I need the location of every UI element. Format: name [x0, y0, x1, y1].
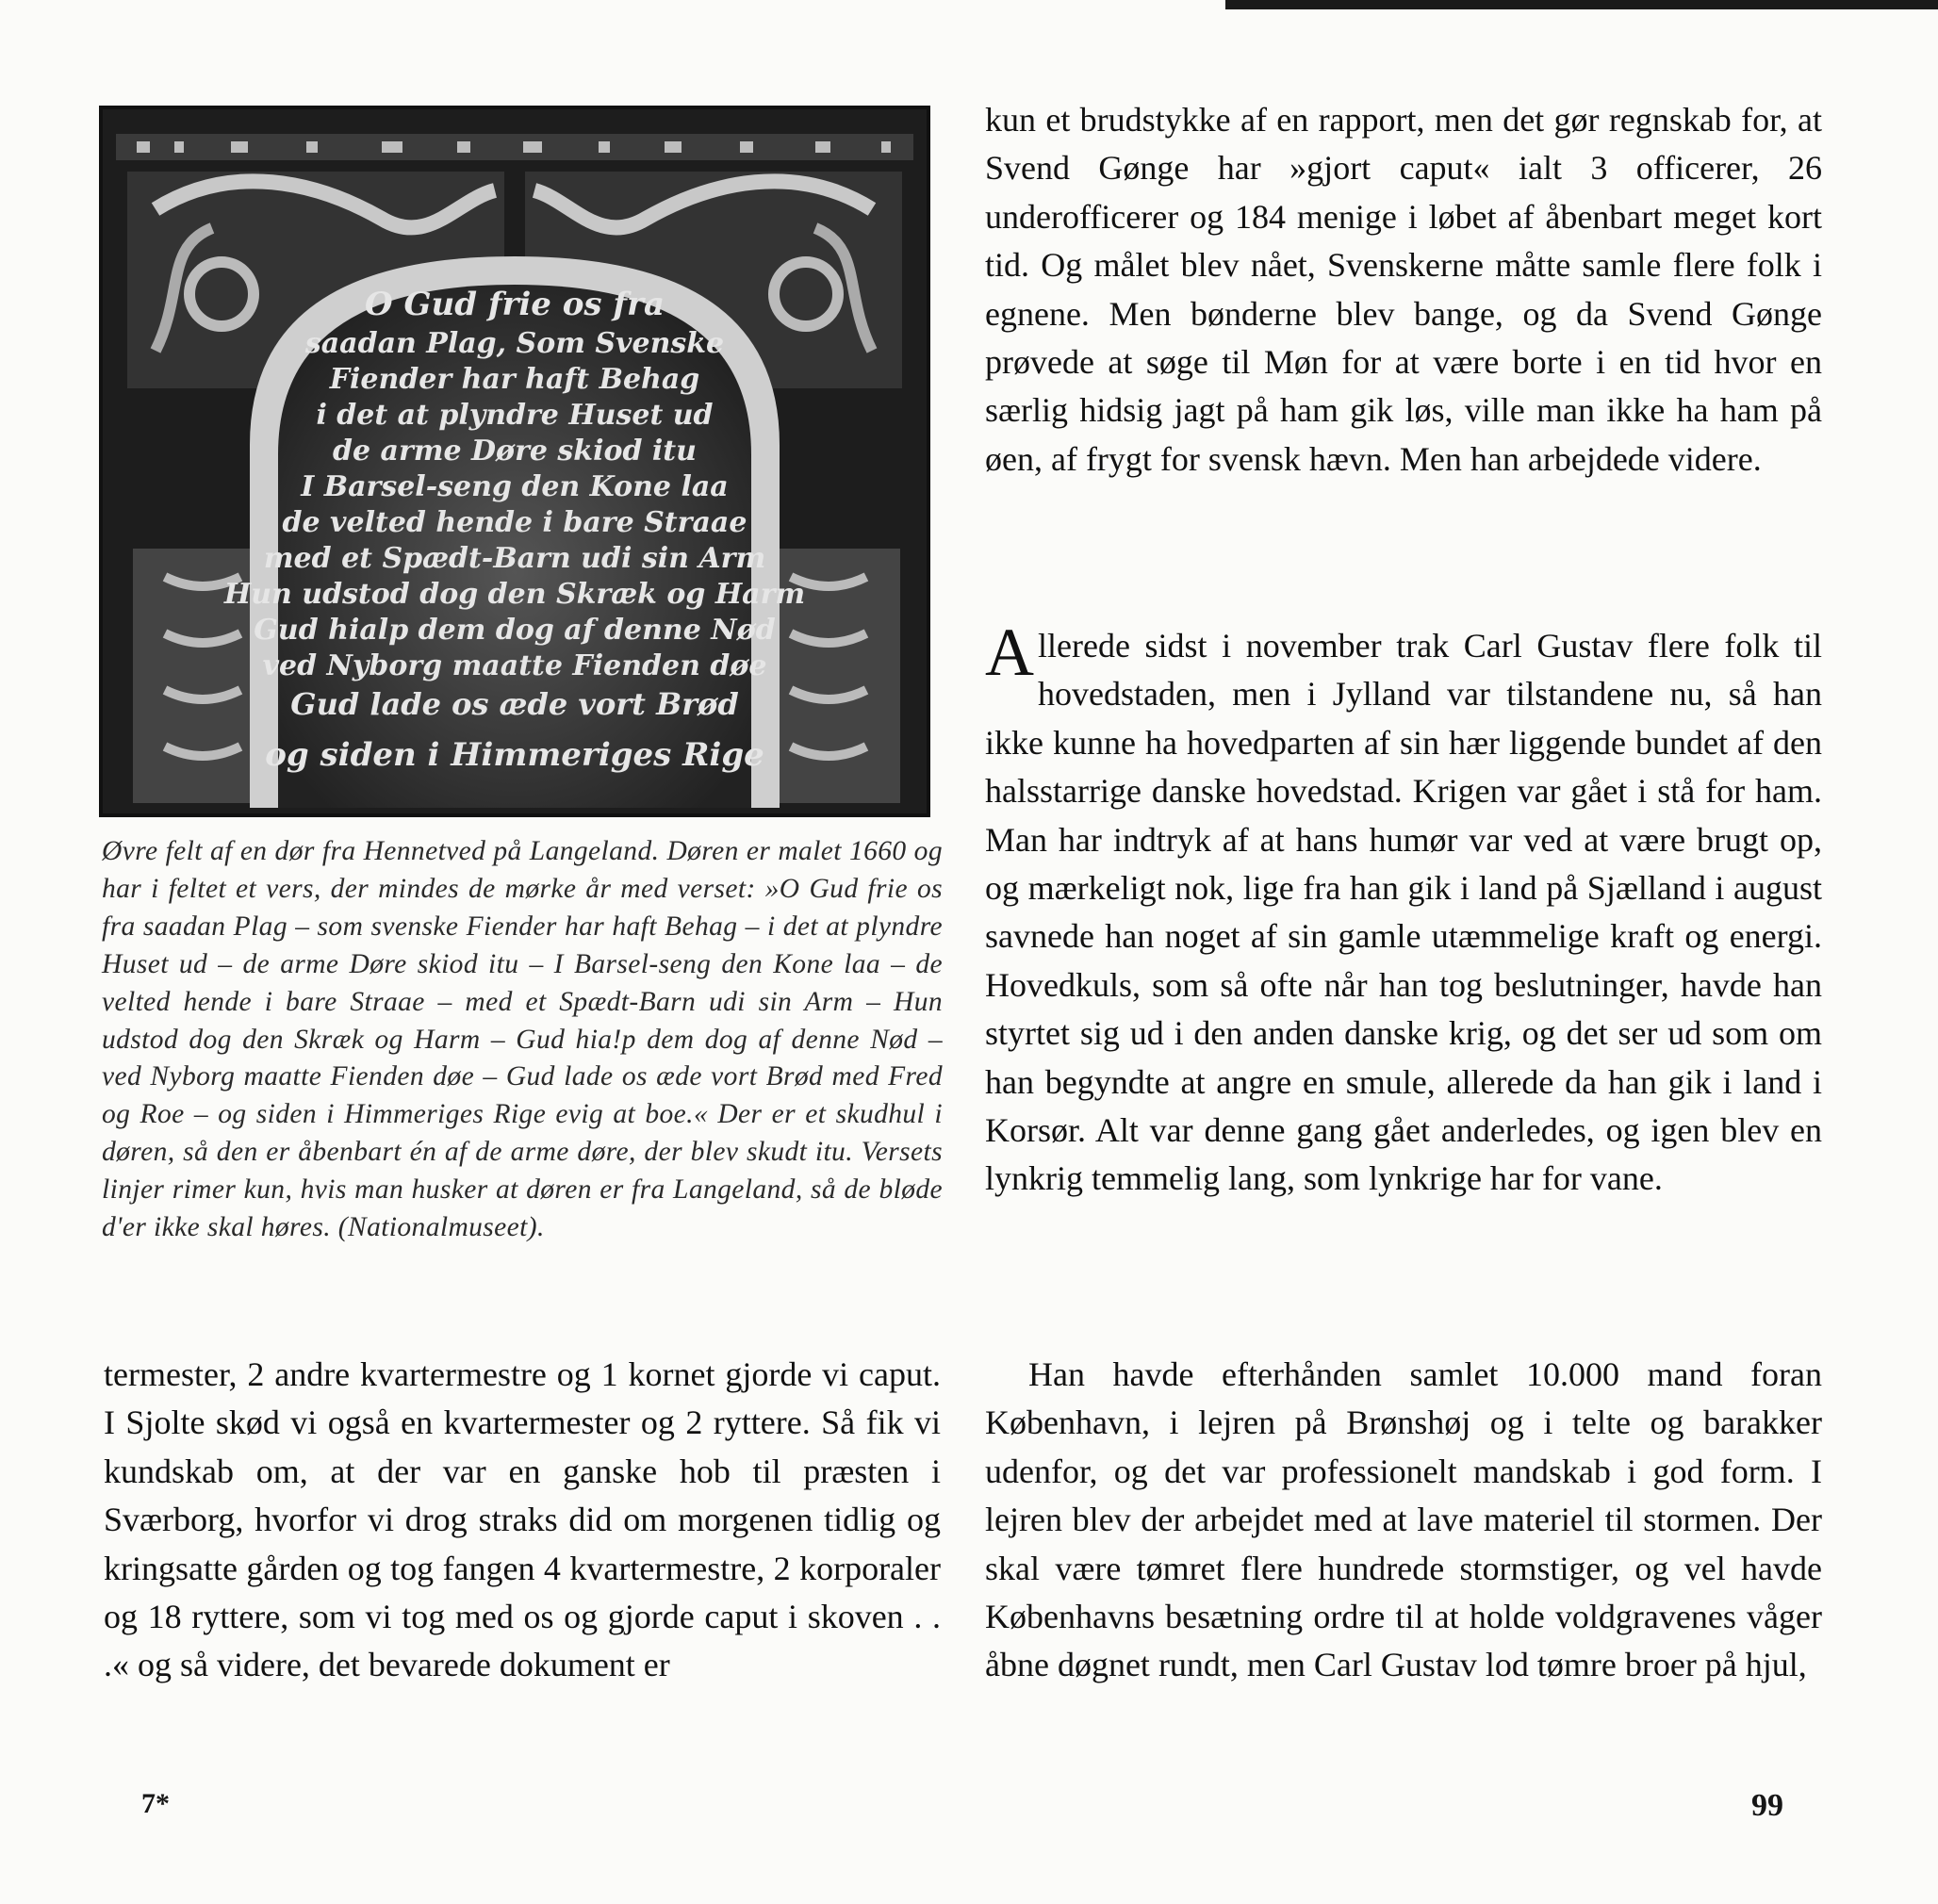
drop-cap: A	[985, 615, 1034, 690]
page-number: 99	[1751, 1788, 1783, 1823]
svg-text:saadan Plag, Som Svenske: saadan Plag, Som Svenske	[304, 327, 725, 360]
svg-text:Gud lade os æde vort Brød: Gud lade os æde vort Brød	[290, 686, 739, 722]
svg-text:Hun udstod dog den Skræk og Ha: Hun udstod dog den Skræk og Harm	[223, 578, 806, 611]
svg-text:ved Nyborg maatte Fienden døe: ved Nyborg maatte Fienden døe	[262, 649, 767, 682]
paragraph-text: Han havde efterhånden samlet 10.000 mand foran København, i lejren på Brønshøj og i telte og barakker udenfor, og det var professionelt mandskab i god form. I lejren blev der arbejdet med at lave materiel til stormen. Der skal være tømret flere hundrede stormstiger, og vel havde Københavns besætning ordre til at holde voldgravenes våger åbne døgnet rundt, men Carl Gustav lod tømre broer på hjul,	[985, 1355, 1822, 1684]
svg-text:og siden i Himmeriges Rige: og siden i Himmeriges Rige	[265, 736, 764, 774]
paragraph-text: llerede sidst i november trak Carl Gustav flere folk til hovedstaden, men i Jylland var tilstandene nu, så han ikke kunne ha hovedparten af sin hær liggende bundet af den halsstarrige danske hovedstad. Krigen var gået i stå for ham. Man har indtryk af at hans humør var ved at være brugt op, og mærkeligt nok, lige fra han gik i land på Sjælland i august savnede han noget af sin gamle utæmmelige kraft og energi. Hovedkuls, som så ofte når han tog beslutninger, havde han styrtet sig ud i den anden danske krig, og det ser ud som om han begyndte at angre en smule, allerede da han gik i land i Korsør. Alt var denne gang gået anderledes, og igen blev en lynkrig temmelig lang, som lynkrige har for vane.	[985, 627, 1822, 1198]
carved-door-panel-photo	[99, 106, 930, 817]
svg-text:de arme Døre skiod itu: de arme Døre skiod itu	[333, 435, 697, 468]
svg-text:Fiender har haft Behag: Fiender har haft Behag	[329, 363, 700, 396]
paragraph-text: kun et brudstykke af en rapport, men det gør regnskab for, at Svend Gønge har »gjort caput« ialt 3 officerer, 26 underofficerer og 184 menige i løbet af åbenbart meget kort tid. Og målet blev nået, Svenskerne måtte samle flere folk i egnene. Men bønderne blev bange, og da Svend Gønge prøvede at søge til Møn for at være borte i en tid hvor en særlig hidsig jagt på ham gik løs, ville man ikke ha ham på øen, af frygt for svensk hævn. Men han arbejdede videre.	[985, 101, 1822, 478]
svg-text:de velted hende i bare Straae: de velted hende i bare Straae	[282, 506, 747, 539]
svg-text:i det at plyndre Huset ud: i det at plyndre Huset ud	[316, 399, 714, 432]
svg-text:med et Spædt-Barn udi sin Arm: med et Spædt-Barn udi sin Arm	[263, 542, 766, 575]
left-text-column	[104, 1351, 941, 1690]
left-column-paragraph: termester, 2 andre kvartermestre og 1 kornet gjorde vi caput. I Sjolte skød vi også en kvartermester og 2 ryttere. Så fik vi kundskab om, at der var en ganske hob til præsten i Sværborg, hvorfor vi drog straks did om morgenen tidlig og kringsatte gården og tog fangen 4 kvartermestre, 2 korporaler og 18 ryttere, som vi tog med os og gjorde caput i skoven . . .« og så videre, det bevarede dokument er	[104, 1355, 941, 1684]
figure-caption: Øvre felt af en dør fra Hennetved på Langeland. Døren er malet 1660 og har i feltet et vers, der mindes de mørke år med verset: »O Gud frie os fra saadan Plag – som svenske Fiender har haft Behag – i det at plyndre Huset ud – de arme Døre skiod itu – I Barsel-seng den Kone laa – de velted hende i bare Straae – med et Spædt-Barn udi sin Arm – Hun udstod dog den Skræk og Harm – Gud hia!p dem dog af denne Nød – ved Nyborg maatte Fienden døe – Gud lade os æde vort Brød med Fred og Roe – og siden i Himmeriges Rige evig at boe.« Der er et skudhul i døren, så den er åbenbart én af de arme døre, der blev skudt itu. Versets linjer rimer kun, hvis man husker at døren er fra Langeland, så de bløde d'er ikke skal høres. (Nationalmuseet).	[102, 836, 943, 1243]
svg-text:Gud hialp dem dog af denne Nød: Gud hialp dem dog af denne Nød	[254, 614, 776, 647]
svg-text:I Barsel-seng den Kone laa: I Barsel-seng den Kone laa	[301, 470, 729, 503]
signature-mark: 7*	[141, 1788, 170, 1819]
top-edge-rule	[1225, 0, 1938, 9]
right-column-paragraph-1	[985, 96, 1822, 484]
right-column-paragraph-3	[985, 1351, 1822, 1690]
svg-text:O Gud frie os fra: O Gud frie os fra	[365, 286, 665, 323]
right-column-paragraph-2	[985, 615, 1822, 1204]
